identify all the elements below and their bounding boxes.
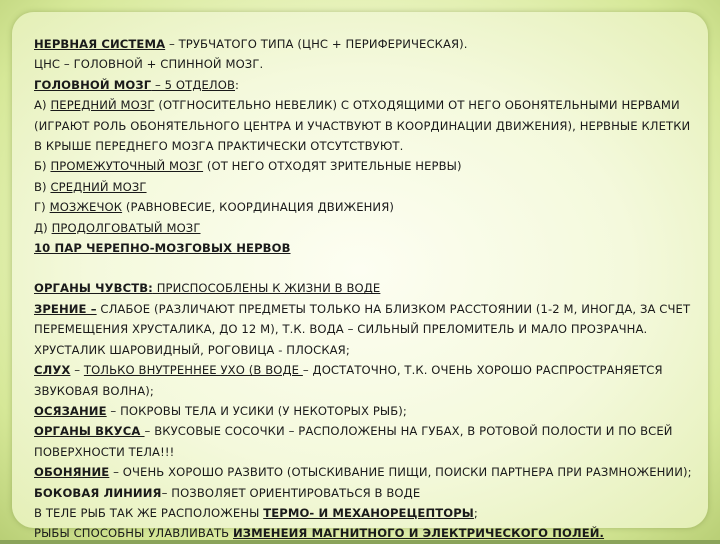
- paragraph-lateral-line: [34, 483, 696, 503]
- paragraph-brain: [34, 75, 696, 95]
- text: – ПОЗВОЛЯЕТ ОРИЕНТИРОВАТЬСЯ В ВОДЕ: [161, 485, 421, 500]
- text: (РАВНОВЕСИЕ, КООРДИНАЦИЯ ДВИЖЕНИЯ): [122, 200, 394, 215]
- paragraph-midbrain: [34, 177, 696, 197]
- paragraph-taste: [34, 421, 696, 462]
- term-vision: ЗРЕНИЕ –: [34, 301, 97, 316]
- text: В ТЕЛЕ РЫБ ТАК ЖЕ РАСПОЛОЖЕНЫ: [34, 505, 264, 520]
- paragraph-sense-organs: [34, 278, 696, 298]
- paragraph-vision: [34, 299, 696, 360]
- text: СЛАБОЕ (РАЗЛИЧАЮТ ПРЕДМЕТЫ ТОЛЬКО НА БЛИЗКОМ РАССТОЯНИИ (1-2 М, ИНОГДА, ЗА СЧЕТ ПЕРЕМЕЩЕНИЯ ХРУСТАЛИКА, ДО 12 М), Т.К. ВОДА – СИЛЬНЫЙ ПРЕЛОМИТЕЛЬ И МАЛО ПРОЗРАЧНА. ХРУСТАЛИК ШАРОВИДНЫЙ, РОГОВИЦА - ПЛОСКАЯ;: [34, 301, 691, 357]
- paragraph-nervous-system: [34, 34, 696, 54]
- paragraph-cerebellum: [34, 197, 696, 217]
- paragraph-receptors: [34, 503, 696, 523]
- paragraph-forebrain: [34, 95, 696, 156]
- text: Д): [34, 220, 52, 235]
- term-midbrain: СРЕДНИЙ МОЗГ: [50, 179, 147, 194]
- text: – 5 ОТДЕЛОВ: [151, 77, 236, 92]
- text: – ДОСТАТОЧНО, Т.К. ОЧЕНЬ ХОРОШО РАСПРОСТРАНЯЕТСЯ ЗВУКОВАЯ ВОЛНА);: [34, 363, 663, 398]
- heading-brain: ГОЛОВНОЙ МОЗГ: [34, 77, 152, 92]
- term-touch: ОСЯЗАНИЕ: [34, 403, 107, 418]
- paragraph-hearing: [34, 360, 696, 401]
- text: ТОЛЬКО ВНУТРЕННЕЕ УХО (В ВОДЕ: [83, 363, 303, 378]
- heading-nervous-system: НЕРВНАЯ СИСТЕМА: [34, 37, 166, 51]
- spacer: [34, 258, 696, 278]
- paragraph-cranial-nerves: 10 ПАР ЧЕРЕПНО-МОЗГОВЫХ НЕРВОВ: [34, 241, 291, 256]
- term-smell: ОБОНЯНИЕ: [34, 465, 110, 480]
- text: ;: [473, 505, 478, 520]
- paragraph-touch: [34, 401, 696, 421]
- paragraph-medulla: [34, 218, 696, 238]
- text: В): [34, 179, 51, 194]
- text: –: [70, 363, 84, 378]
- paragraph-smell: [34, 462, 696, 482]
- paragraph-fields: [34, 523, 696, 543]
- text: – ВКУСОВЫЕ СОСОЧКИ – РАСПОЛОЖЕНЫ НА ГУБАХ, В РОТОВОЙ ПОЛОСТИ И ПО ВСЕЙ ПОВЕРХНОСТИ ТЕЛА!!!: [34, 424, 673, 459]
- term-cerebellum: МОЗЖЕЧОК: [49, 200, 123, 215]
- heading-sense-organs: ОРГАНЫ ЧУВСТВ:: [34, 281, 153, 296]
- text: – ОЧЕНЬ ХОРОШО РАЗВИТО (ОТЫСКИВАНИЕ ПИЩИ, ПОИСКИ ПАРТНЕРА ПРИ РАЗМНОЖЕНИИ);: [109, 465, 692, 480]
- text: РЫБЫ СПОСОБНЫ УЛАВЛИВАТЬ: [34, 526, 233, 541]
- paragraph-diencephalon: [34, 156, 696, 176]
- text: – ТРУБЧАТОГО ТИПА (ЦНС + ПЕРИФЕРИЧЕСКАЯ).: [165, 37, 468, 51]
- term-fields: ИЗМЕНЕИЯ МАГНИТНОГО И ЭЛЕКТРИЧЕСКОГО ПОЛЕЙ.: [233, 526, 605, 541]
- term-taste: ОРГАНЫ ВКУСА: [34, 424, 145, 439]
- term-lateral-line: БОКОВАЯ ЛИНИИЯ: [34, 485, 162, 500]
- term-forebrain: ПЕРЕДНИЙ МОЗГ: [50, 98, 155, 113]
- term-diencephalon: ПРОМЕЖУТОЧНЫЙ МОЗГ: [50, 159, 204, 174]
- term-receptors: ТЕРМО- И МЕХАНОРЕЦЕПТОРЫ: [263, 505, 474, 520]
- slide-text: [34, 34, 696, 544]
- paragraph-cns: ЦНС – ГОЛОВНОЙ + СПИННОЙ МОЗГ.: [34, 57, 264, 72]
- text: Г): [34, 200, 50, 215]
- text: :: [235, 77, 240, 92]
- text: ПРИСПОСОБЛЕНЫ К ЖИЗНИ В ВОДЕ: [152, 281, 381, 296]
- text: Б): [34, 159, 51, 174]
- term-medulla: ПРОДОЛГОВАТЫЙ МОЗГ: [51, 220, 201, 235]
- text: А): [34, 98, 51, 113]
- term-hearing: СЛУХ: [34, 363, 71, 378]
- text: – ПОКРОВЫ ТЕЛА И УСИКИ (У НЕКОТОРЫХ РЫБ);: [106, 403, 407, 418]
- text: (ОТГНОСИТЕЛЬНО НЕВЕЛИК) С ОТХОДЯЩИМИ ОТ НЕГО ОБОНЯТЕЛЬНЫМИ НЕРВАМИ (ИГРАЮТ РОЛЬ ОБОНЯТЕЛЬНОГО ЦЕНТРА И УЧАСТВУЮТ В КООРДИНАЦИИ ДВИЖЕНИЯ), НЕРВНЫЕ КЛЕТКИ В КРЫШЕ ПЕРЕДНЕГО МОЗГА ПРАКТИЧЕСКИ ОТСУТСТВУЮТ.: [34, 98, 691, 154]
- text: (ОТ НЕГО ОТХОДЯТ ЗРИТЕЛЬНЫЕ НЕРВЫ): [203, 159, 462, 174]
